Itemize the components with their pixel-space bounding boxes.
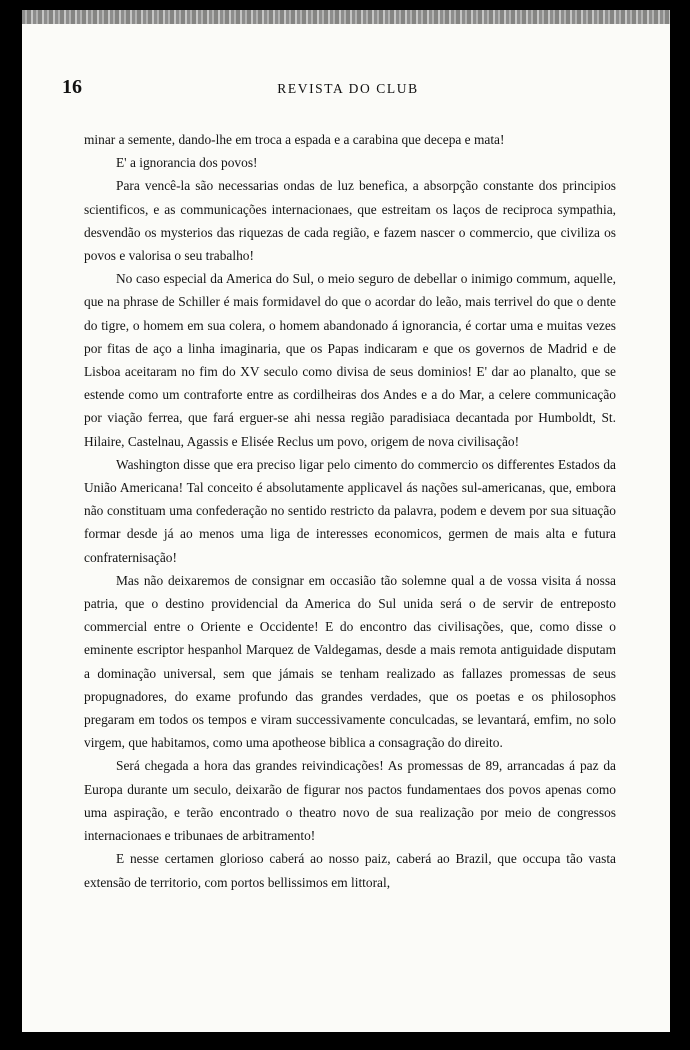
paragraph: E nesse certamen glorioso caberá ao nosso paiz, caberá ao Brazil, que occupa tão vasta extensão de territorio, com portos bellissimos em littoral, — [84, 851, 616, 890]
paragraph: Será chegada a hora das grandes reivindicações! As promessas de 89, arrancadas á paz da Europa durante um seculo, deixarão de figurar nos pactos fundamentaes dos povos apenas como uma aspiração, e terão encontrado o theatro novo de sua realização por meio de congressos internacionaes e tribunaes de arbitramento! — [84, 758, 616, 844]
page-header — [62, 76, 634, 106]
body-text — [84, 128, 616, 894]
paragraph-continuation: minar a semente, dando-lhe em troca a espada e a carabina que decepa e mata! — [84, 132, 505, 147]
paragraph: Washington disse que era preciso ligar pelo cimento do commercio os differentes Estados da União Americana! Tal conceito é absolutamente applicavel ás nações sul-americanas, que, embora não constituam uma confederação no sentido restricto da palavra, podem e devem por sua situação formar desde já ao menos uma liga de interesses economicos, germen de mais alta e futura confraternisação! — [84, 456, 616, 565]
scan-edge-artifact — [22, 10, 670, 24]
page-number: 16 — [62, 76, 82, 98]
paragraph: E' a ignorancia dos povos! — [116, 155, 258, 171]
running-title: REVISTA DO CLUB — [277, 81, 419, 96]
paragraph: Para vencê-la são necessarias ondas de luz benefica, a absorpção constante dos principios scientificos, e as communicações internacionaes, que estreitam os laços de reciproca sympathia, desvendão os mysterios das riquezas de cada região, e fazem nascer o commercio, que civiliza os povos e valorisa o seu trabalho! — [84, 178, 616, 264]
scanned-page — [22, 10, 670, 1032]
paragraph: Mas não deixaremos de consignar em occasião tão solemne qual a de vossa visita á nossa patria, que o destino providencial da America do Sul unida será o de servir de entreposto commercial entre o Oriente e Occidente! E do encontro das civilisações, que, como disse o eminente escriptor hespanhol Marquez de Valdegamas, desde a mais remota antiguidade disputam a dominação universal, sem que jámais se tenham realizado as fallazes promessas de seus propugnadores, do exame profundo das grandes verdades, que os poetas e os philosophos pregaram em todos os tempos e viram successivamente conculcadas, se levantará, emfim, no solo virgem, que habitamos, como uma apotheose biblica a consagração do direito. — [84, 572, 616, 751]
paragraph: No caso especial da America do Sul, o meio seguro de debellar o inimigo commum, aquelle, que na phrase de Schiller é mais formidavel do que o acordar do leão, mais terrivel do que o dente do tigre, o homem em sua colera, o homem abandonado á ignorancia, é cortar uma e muitas vezes por fitas de aço a linha imaginaria, que os Papas indicaram e que os governos de Madrid e de Lisboa aceitaram no fim do XV seculo como divisa de seus dominios! E' dar ao planalto, que se estende como um contraforte entre as cordilheiras dos Andes e a do Mar, a celere communicação por viação ferrea, que fará erguer-se ahi nessa região paradisiaca decantada por Humboldt, St. Hilaire, Castelnau, Agassis e Elisée Reclus um povo, origem de nova civilisação! — [84, 271, 616, 449]
